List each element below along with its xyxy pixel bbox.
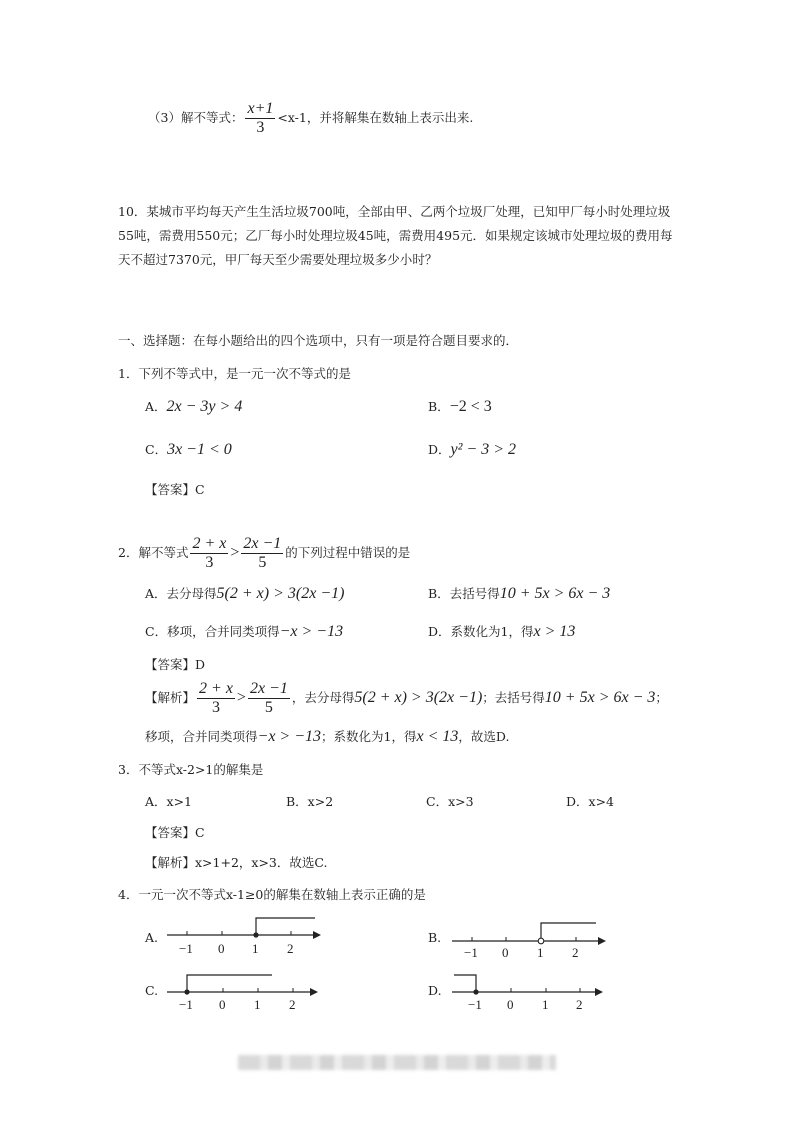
q1-option-d-expr: y² − 3 > 2 — [450, 441, 517, 458]
q2-analysis-gt: > — [236, 689, 246, 706]
q3-option-b: B．x>2 — [286, 794, 334, 809]
q2-option-a-text: 去分母得 — [166, 586, 217, 601]
tick-label: 0 — [507, 997, 514, 1012]
q2-analysis-expr2: 10 + 5x > 6x − 3 — [544, 689, 656, 706]
q3-analysis: 【解析】x>1+2，x>3．故选C. — [145, 855, 328, 870]
q2-analysis-expr1: 5(2 + x) > 3(2x −1) — [354, 689, 483, 706]
solution-ray — [541, 923, 596, 938]
q2-analysis-line1 — [145, 680, 668, 717]
q3-option-d: D．x>4 — [566, 794, 614, 809]
q4-number-line-c — [165, 968, 325, 1013]
q2-option-c-text: 移项，合并同类项得 — [167, 624, 280, 639]
q2-option-b-expr: 10 + 5x > 6x − 3 — [499, 585, 611, 602]
q1-option-c-expr: 3x −1 < 0 — [167, 441, 232, 458]
q4-number-line-b — [450, 915, 610, 960]
axis-arrow-icon — [595, 988, 603, 996]
tick-label: 0 — [502, 945, 509, 960]
q2-option-d-text: 系数化为1，得 — [450, 624, 534, 639]
q1-option-b-expr: −2 < 3 — [449, 398, 492, 415]
tick-label: 2 — [287, 941, 294, 956]
solid-endpoint — [184, 989, 189, 994]
q2-stem-prefix: 2．解不等式 — [118, 545, 189, 560]
q1-answer: 【答案】C — [145, 482, 205, 497]
q1-option-a-expr: 2x − 3y > 4 — [166, 398, 243, 415]
q2-analysis-label: 【解析】 — [145, 690, 196, 705]
q2-option-c — [145, 622, 343, 641]
tick-label: −1 — [179, 941, 193, 956]
q2-option-b-text: 去括号得 — [449, 586, 500, 601]
tick-label: 2 — [576, 997, 583, 1012]
q9-3-suffix: <x-1，并将解集在数轴上表示出来. — [277, 110, 474, 125]
axis-arrow-icon — [310, 988, 318, 996]
q9-3-line — [148, 100, 473, 137]
q1-option-b-label: B． — [428, 399, 450, 414]
q2-option-b — [428, 584, 610, 603]
q10-text: 10．某城市平均每天产生生活垃圾700吨，全部由甲、乙两个垃圾厂处理，已知甲厂每小时处理垃圾55吨，需费用550元；乙厂每小时处理垃圾45吨，需费用495元．如果规定该城市处理垃圾的费用每天不超过7370元，甲厂每天至少需要处理垃圾多少小时？ — [118, 204, 673, 267]
solid-endpoint — [473, 989, 478, 994]
q2-option-b-label: B． — [428, 586, 450, 601]
tick-label: 1 — [254, 997, 261, 1012]
q2-frac1 — [190, 535, 228, 572]
q2-frac1-den: 3 — [205, 554, 214, 571]
q4-option-b-label: B. — [428, 930, 442, 945]
axis-arrow-icon — [598, 937, 606, 945]
solution-ray — [187, 975, 272, 992]
q2-option-a-label: A． — [145, 586, 167, 601]
tick-label: −1 — [464, 945, 478, 960]
q2-gt: > — [230, 544, 240, 561]
q2-frac2-den: 5 — [258, 554, 267, 571]
q4-number-line-a — [165, 915, 325, 960]
q4-option-a-label: A. — [145, 930, 159, 945]
q4-option-c-label: C. — [145, 983, 159, 998]
q2-analysis-frac2-num: 2x −1 — [249, 680, 288, 697]
axis-arrow-icon — [313, 931, 321, 939]
q1-option-c — [145, 440, 232, 459]
q2-option-a — [145, 584, 344, 603]
solid-endpoint — [253, 932, 258, 937]
q9-3-frac-den: 3 — [256, 119, 265, 136]
tick-label: 1 — [537, 945, 544, 960]
q9-3-fraction — [245, 100, 275, 137]
q2-frac2-num: 2x −1 — [243, 535, 282, 552]
q2-option-c-expr: −x > −13 — [279, 623, 344, 640]
q2-analysis-expr4: x < 13 — [416, 728, 459, 745]
tick-label: −1 — [468, 997, 482, 1012]
q2-answer: 【答案】D — [145, 657, 206, 672]
q2-analysis-frac2 — [248, 680, 290, 717]
q2-analysis-frac1 — [197, 680, 235, 717]
q4-stem: 4．一元一次不等式x-1≥0的解集在数轴上表示正确的是 — [118, 887, 426, 902]
q2-frac2 — [241, 535, 283, 572]
q2-option-c-label: C． — [145, 624, 168, 639]
q2-option-a-expr: 5(2 + x) > 3(2x −1) — [216, 585, 345, 602]
q2-analysis-mid2: ；去括号得 — [482, 690, 545, 705]
q3-answer: 【答案】C — [145, 825, 205, 840]
q2-option-d-expr: x > 13 — [533, 623, 576, 640]
tick-label: 1 — [542, 997, 549, 1012]
q2-analysis-mid1: ，去分母得 — [291, 690, 355, 705]
q2-analysis-frac1-den: 3 — [211, 699, 220, 716]
q3-option-a: A．x>1 — [145, 794, 193, 809]
q9-3-prefix: （3）解不等式： — [148, 110, 244, 125]
q2-analysis-line2-a: 移项，合并同类项得 — [145, 729, 258, 744]
q1-option-b — [428, 397, 492, 416]
q2-option-d-label: D． — [428, 624, 451, 639]
blurred-footer-watermark — [238, 1055, 556, 1070]
q1-option-a-label: A． — [145, 399, 167, 414]
q3-stem: 3．不等式x-2>1的解集是 — [118, 762, 264, 777]
solution-ray — [454, 975, 476, 992]
q2-analysis-frac1-num: 2 + x — [199, 680, 233, 697]
q2-analysis-line2-c: ，故选D. — [458, 729, 510, 744]
q2-stem — [118, 535, 410, 572]
q2-analysis-line2-b: ；系数化为1，得 — [321, 729, 417, 744]
q1-option-c-label: C． — [145, 442, 168, 457]
tick-label: 1 — [252, 941, 259, 956]
tick-label: 0 — [218, 941, 225, 956]
q4-number-line-d — [450, 968, 610, 1013]
q1-option-d-label: D． — [428, 442, 451, 457]
q2-option-d — [428, 622, 575, 641]
q1-option-a — [145, 397, 242, 416]
q1-stem: 1．下列不等式中，是一元一次不等式的是 — [118, 366, 351, 381]
q2-analysis-frac2-den: 5 — [264, 699, 273, 716]
q2-analysis-expr3: −x > −13 — [257, 728, 322, 745]
q2-analysis-line2 — [145, 727, 509, 746]
q2-frac1-num: 2 + x — [192, 535, 227, 552]
q2-analysis-end1: ； — [655, 690, 668, 705]
tick-label: 0 — [219, 997, 226, 1012]
section-heading: 一、选择题：在每小题给出的四个选项中，只有一项是符合题目要求的． — [118, 333, 519, 348]
q2-stem-suffix: 的下列过程中错误的是 — [285, 545, 411, 560]
tick-label: −1 — [179, 997, 193, 1012]
q9-3-frac-num: x+1 — [247, 100, 274, 117]
tick-label: 2 — [572, 945, 579, 960]
q4-option-d-label: D. — [428, 983, 442, 998]
hollow-endpoint — [538, 938, 544, 944]
solution-ray — [256, 918, 315, 935]
tick-label: 2 — [289, 997, 296, 1012]
q1-option-d — [428, 440, 516, 459]
q3-option-c: C．x>3 — [426, 794, 474, 809]
